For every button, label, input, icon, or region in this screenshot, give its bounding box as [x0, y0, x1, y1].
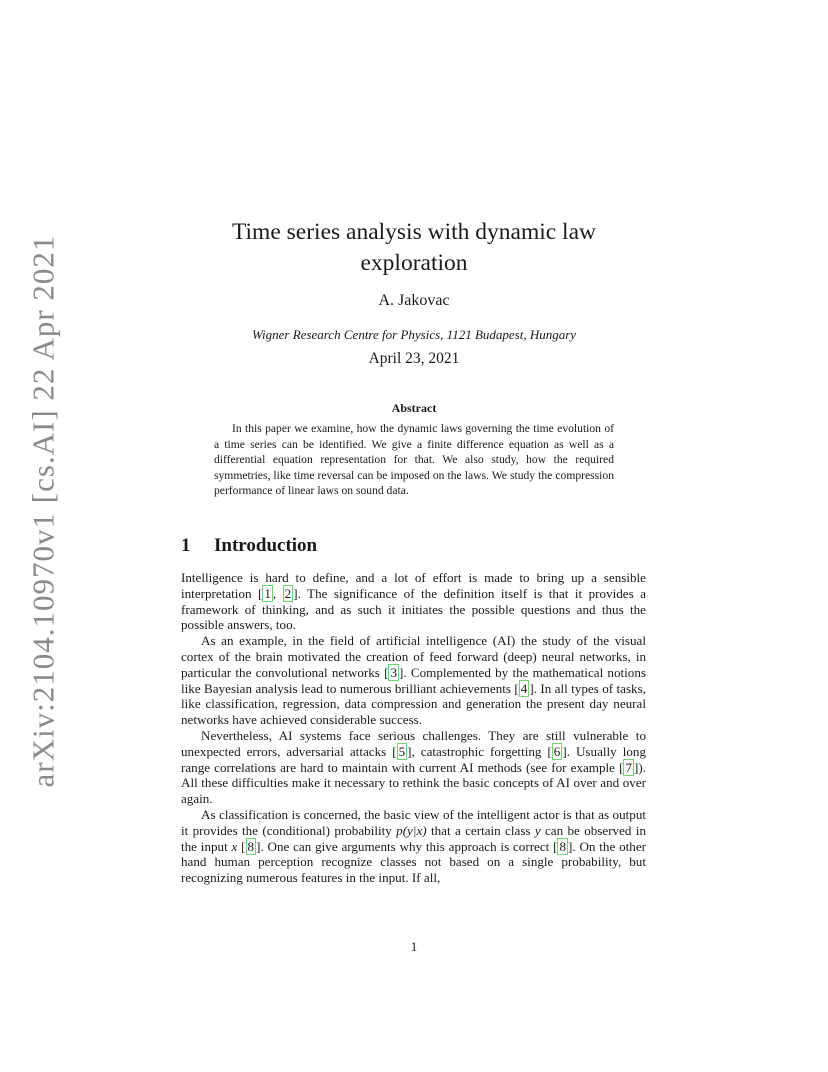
citation-link[interactable] [397, 743, 408, 760]
citation-number: 8 [247, 838, 255, 854]
text-run: ]. On the other hand human perception recognize classes not based on a single probability, but recognizing numerous features in the input. If all, [181, 838, 646, 886]
abstract-text: In this paper we examine, how the dynamic laws governing the time evolution of a time series can be identified. We give a finite difference equation as well as a differential equation representation for that. We also study, how the required symmetries, like time reversal can be imposed on the laws. We study the compression performance of linear laws on sound data. [214, 422, 614, 497]
citation-number: 3 [390, 664, 398, 680]
date: April 23, 2021 [368, 350, 460, 367]
arxiv-identifier-text: arXiv:2104.10970v1 [cs.AI] 22 Apr 2021 [25, 234, 61, 788]
citation-link[interactable] [623, 759, 634, 776]
text-run: Nevertheless, AI systems face serious challenges. They are still vulnerable to unexpected errors, adversarial attacks [ [181, 727, 646, 759]
citation-link[interactable] [262, 585, 273, 602]
math-expression: y [534, 822, 541, 838]
citation-link[interactable] [557, 838, 568, 855]
citation-number: 4 [520, 680, 528, 696]
arxiv-identifier-stamp [23, 234, 63, 788]
paragraph-4 [181, 807, 646, 886]
author: A. Jakovac [378, 292, 450, 309]
citation-link[interactable] [519, 680, 530, 697]
text-run: ], catastrophic forgetting [ [407, 743, 552, 759]
text-run: , [272, 585, 283, 601]
citation-link[interactable] [246, 838, 257, 855]
text-run: ]). All these difficulties make it necessary to rethink the basic concepts of AI over and over again. [181, 759, 646, 807]
text-run: [ [237, 838, 246, 854]
citation-link[interactable] [388, 664, 399, 681]
affiliation: Wigner Research Centre for Physics, 1121 Budapest, Hungary [251, 327, 577, 342]
text-run: can be observed in the input [181, 822, 646, 854]
math-expression: x [231, 838, 238, 854]
title-line-2: exploration [360, 250, 468, 276]
citation-link[interactable] [552, 743, 563, 760]
text-run: ]. Usually long range correlations are hard to maintain with current AI methods (see for example [ [181, 743, 646, 775]
text-run: that a certain class [426, 822, 535, 838]
text-run: ]. In all types of tasks, like classification, regression, data compression and generation the present day neural networks have achieved considerable success. [181, 680, 646, 728]
paper-title [200, 217, 628, 279]
citation-number: 1 [264, 585, 271, 601]
citation-number: 6 [553, 743, 561, 759]
citation-number: 7 [625, 759, 632, 775]
math-expression: p(y|x) [396, 822, 427, 838]
title-line-1: Time series analysis with dynamic law [232, 219, 596, 245]
text-run: As an example, in the field of artificial intelligence (AI) the study of the visual cortex of the brain motivated the creation of feed forward (deep) neural networks, in particular the convolutional networks [ [181, 633, 646, 680]
section-number: 1 [181, 535, 191, 556]
page-number: 1 [410, 939, 418, 954]
text-run: As classification is concerned, the basic view of the intelligent actor is that as output it provides the (conditional) probability [181, 806, 646, 838]
citation-number: 5 [398, 743, 406, 759]
text-run: Intelligence is hard to define, and a lot of effort is made to bring up a sensible interpretation [ [181, 570, 646, 601]
abstract-heading: Abstract [391, 401, 437, 415]
section-heading [181, 535, 317, 557]
paragraph-2 [181, 633, 646, 728]
text-run: ]. The significance of the definition itself is that it provides a framework of thinking, and as such it initiates the possible questions and thus the possible answers, too. [181, 585, 647, 633]
body-text [181, 570, 646, 886]
citation-number: 2 [284, 585, 292, 601]
paragraph-1 [181, 570, 646, 633]
citation-link[interactable] [283, 585, 294, 602]
text-run: ]. One can give arguments why this approach is correct [ [256, 838, 558, 854]
paragraph-3 [181, 728, 646, 807]
text-run: ]. Complemented by the mathematical notions like Bayesian analysis lead to numerous brilliant achievements [ [181, 664, 646, 696]
citation-number: 8 [559, 838, 567, 854]
section-title: Introduction [214, 535, 318, 556]
